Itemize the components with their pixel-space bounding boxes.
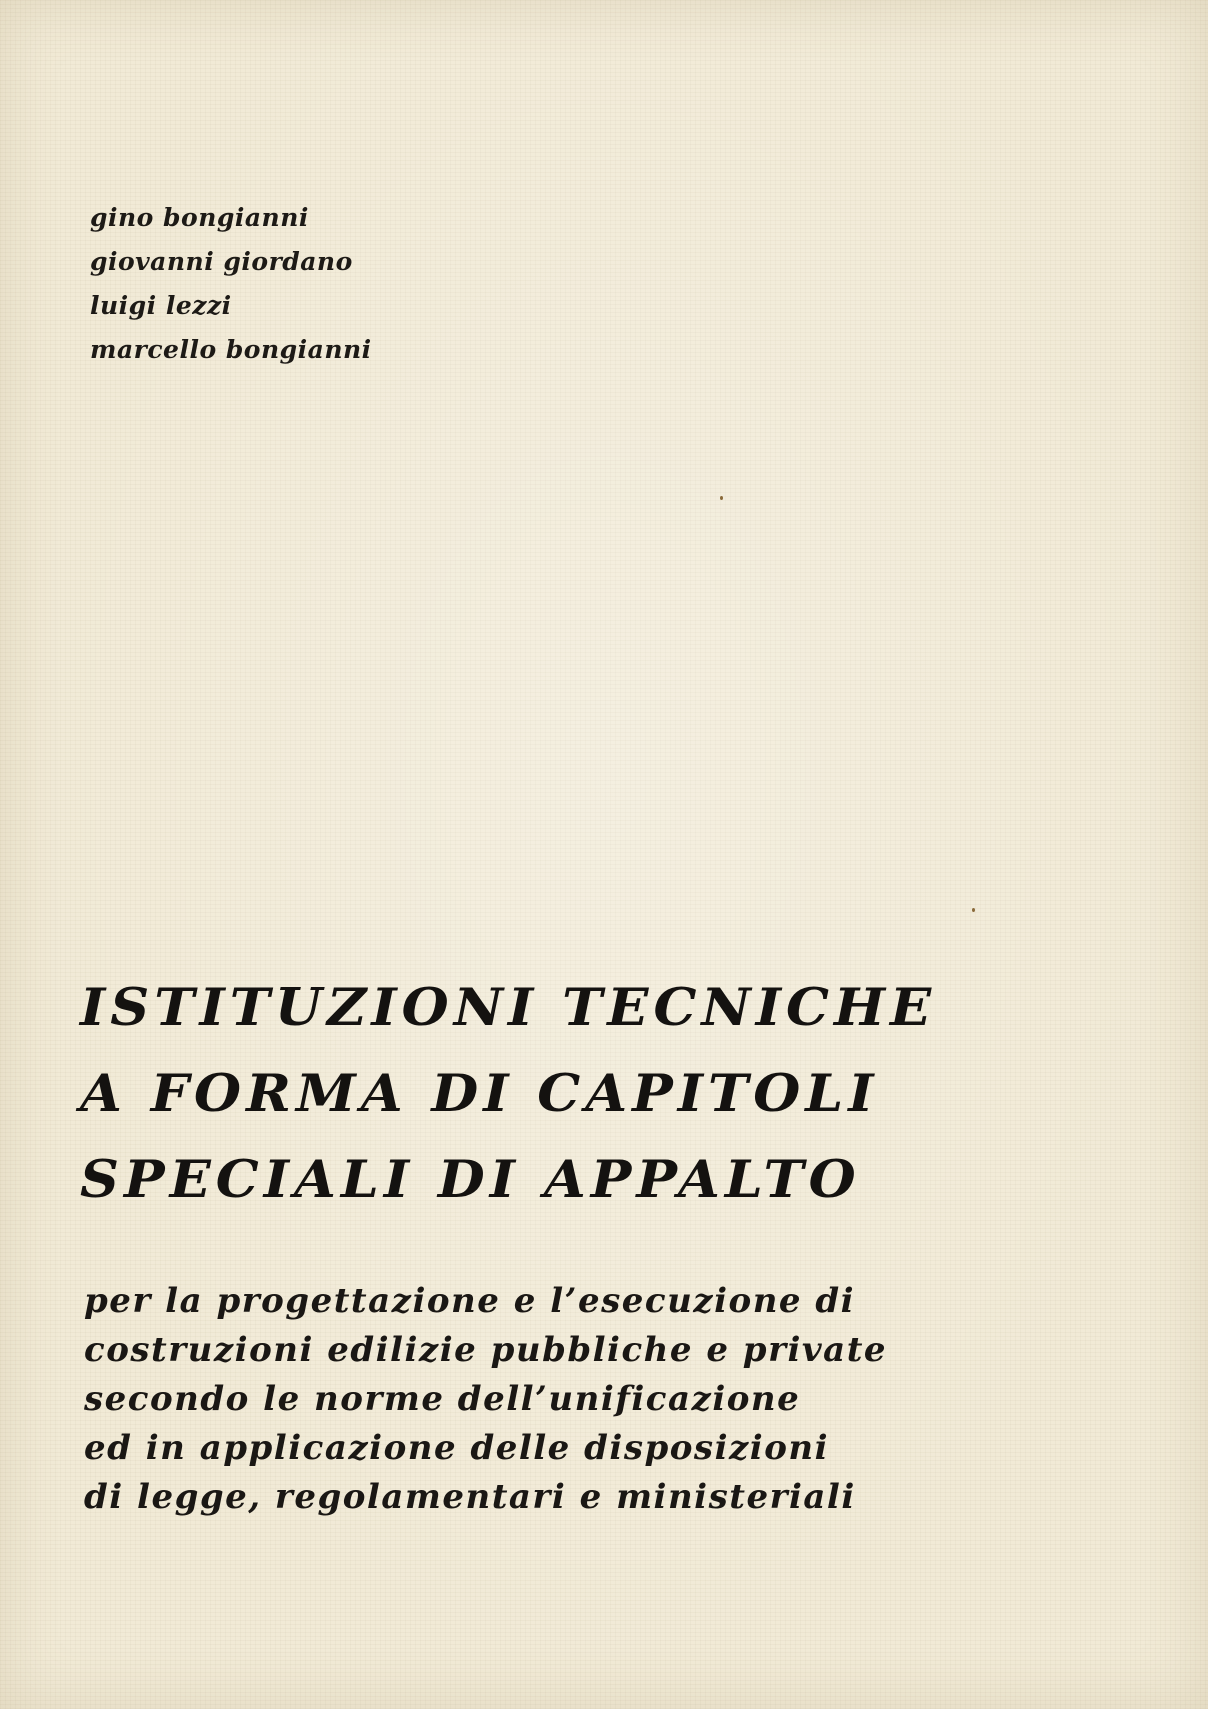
author-name: luigi lezzi — [90, 291, 232, 320]
paper-speck — [720, 496, 723, 500]
author-name: giovanni giordano — [90, 247, 353, 276]
subtitle-line: per la progettazione e l’esecuzione di — [84, 1281, 856, 1321]
author-name: marcello bongianni — [90, 335, 372, 364]
subtitle-line: secondo le norme dell’unificazione — [84, 1379, 801, 1419]
subtitle-line: ed in applicazione delle disposizioni — [84, 1428, 830, 1468]
paper-speck — [972, 908, 975, 912]
author-list — [90, 196, 372, 372]
subtitle-line: di legge, regolamentari e ministeriali — [84, 1477, 856, 1517]
title-line: ISTITUZIONI TECNICHE — [80, 976, 937, 1038]
title-line: A FORMA DI CAPITOLI — [80, 1062, 879, 1124]
book-subtitle — [84, 1277, 1084, 1522]
title-line: SPECIALI DI APPALTO — [80, 1148, 861, 1210]
author-name: gino bongianni — [90, 203, 309, 232]
subtitle-line: costruzioni edilizie pubbliche e private — [84, 1330, 888, 1370]
book-title — [80, 964, 1080, 1222]
